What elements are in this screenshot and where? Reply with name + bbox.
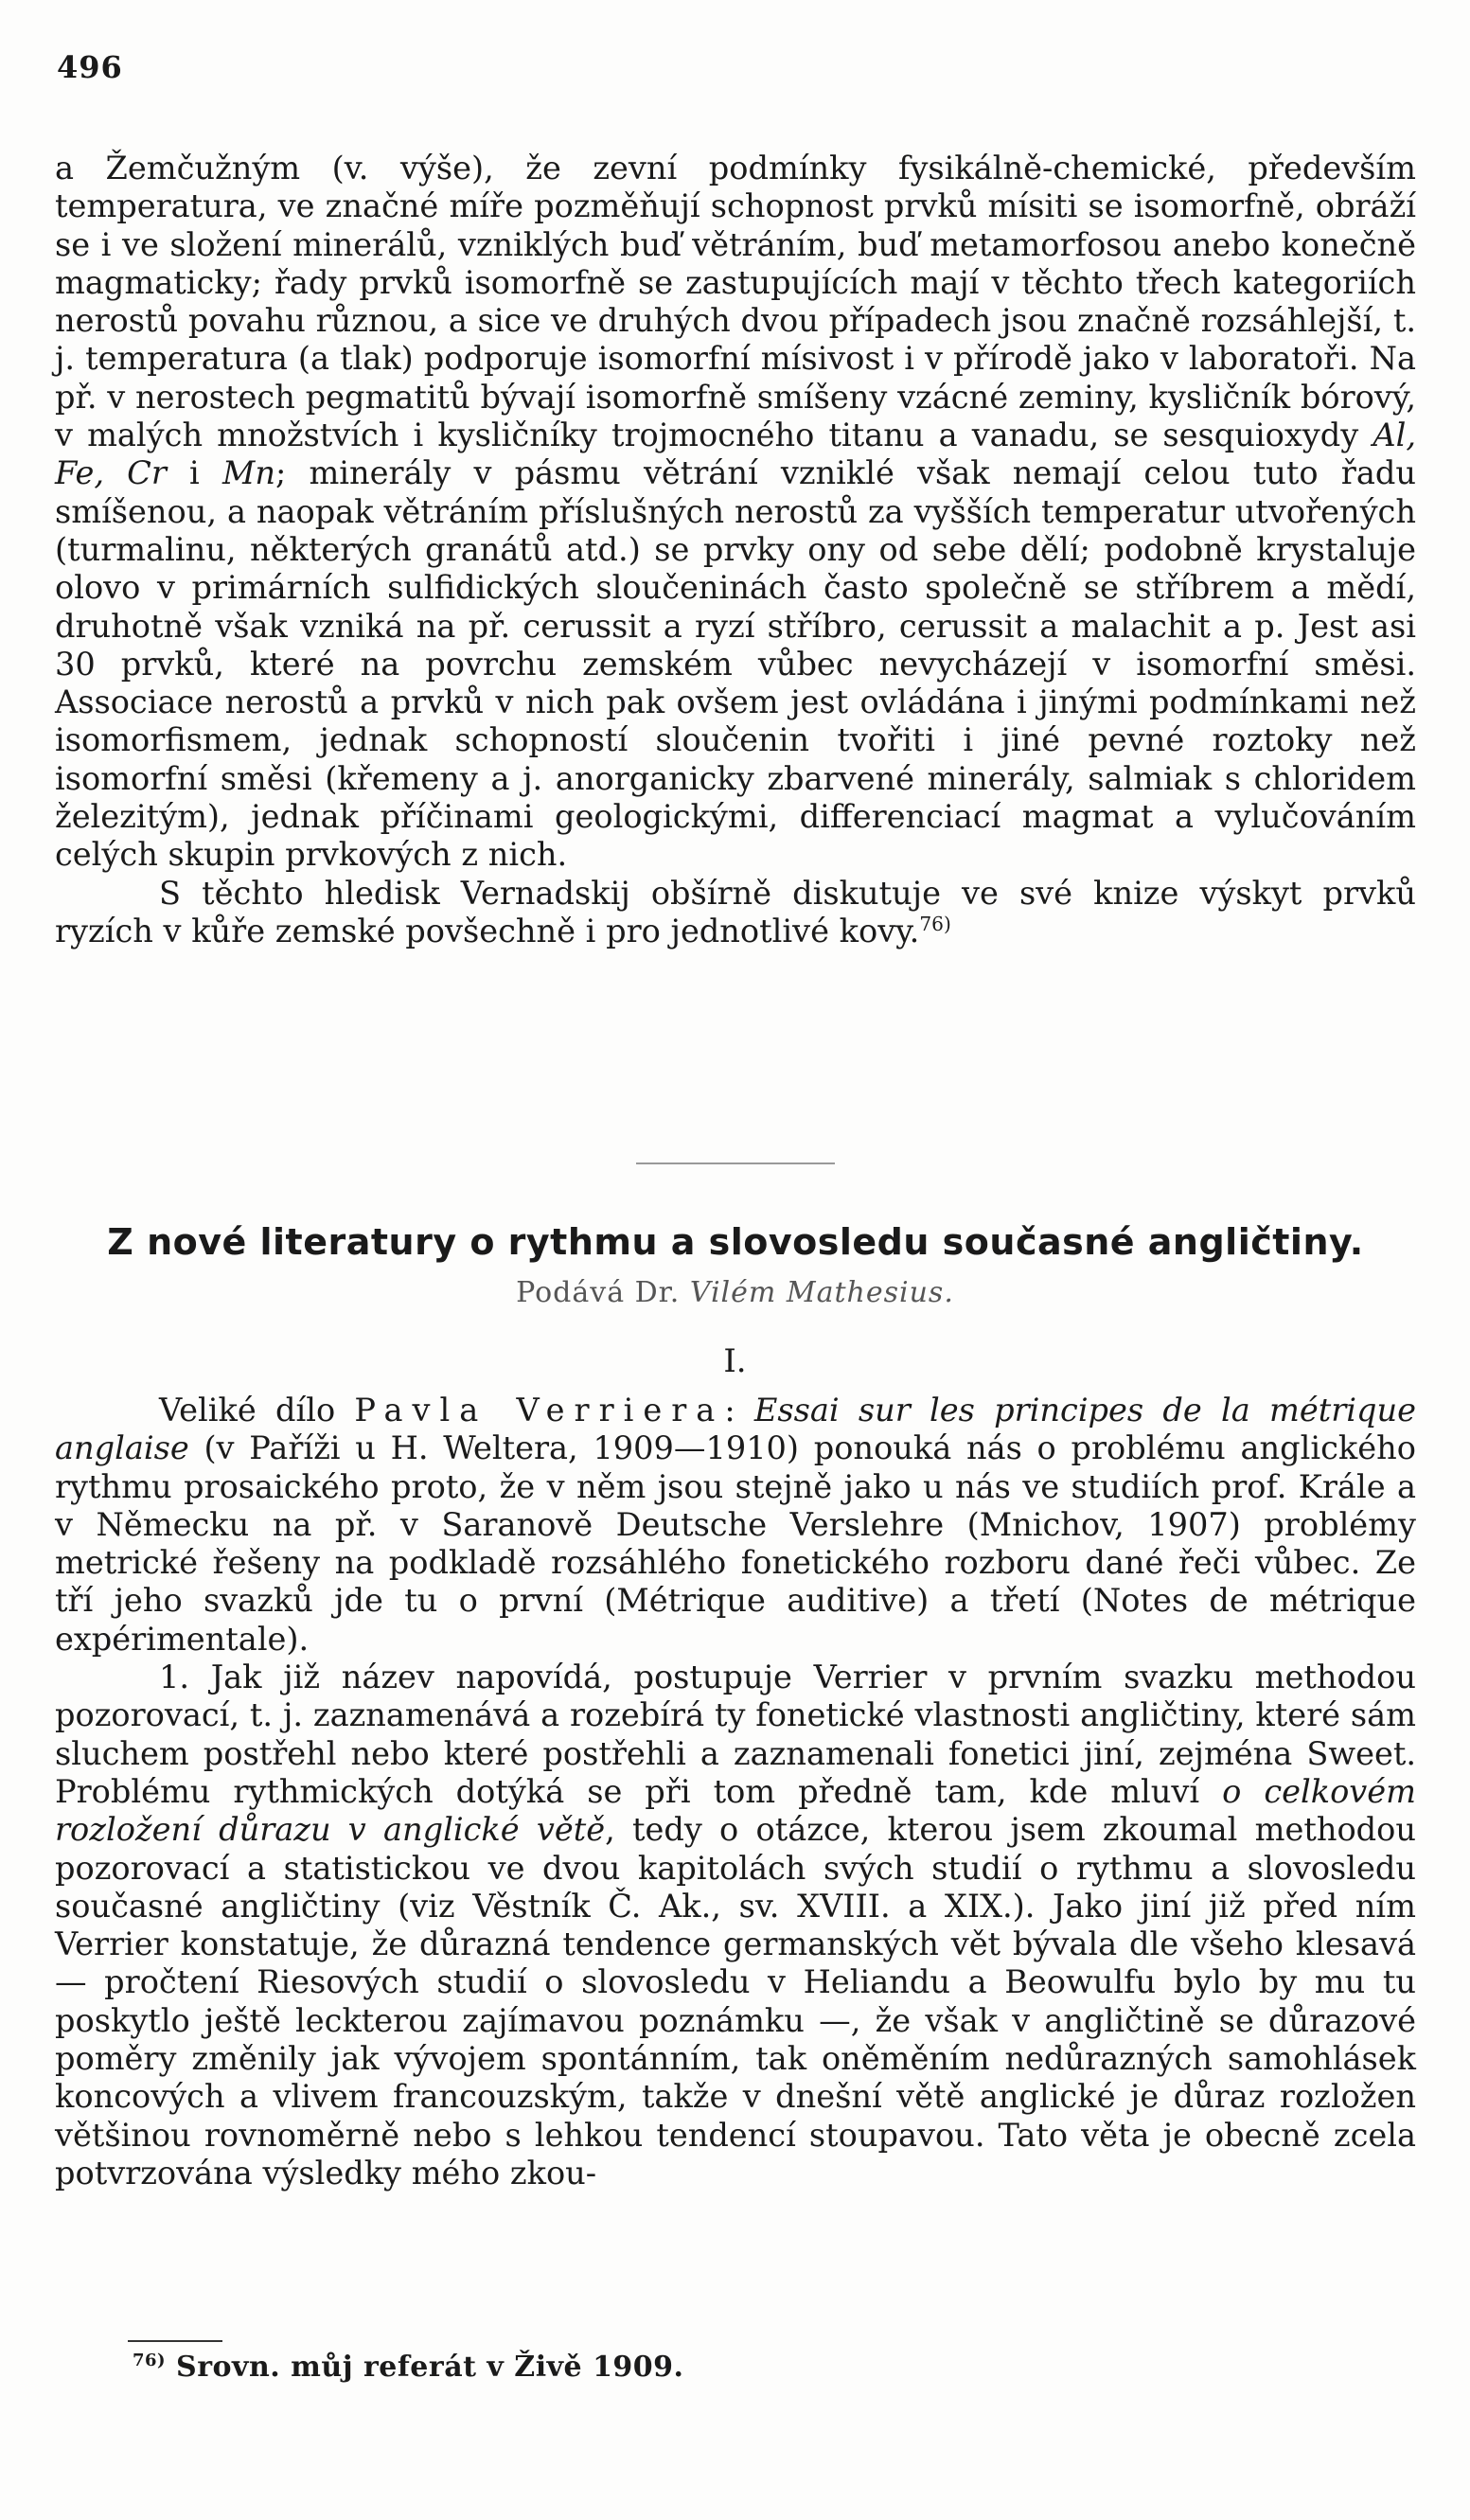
paragraph [55,1392,1416,1659]
italic-span: Mn [221,454,275,492]
article-text-block [55,1392,1416,2192]
text-span: 1. Jak již název napovídá, postupuje Verrier v prvním svazku methodou pozorovací, t. j. zaznamenává a rozebírá ty fonetické vlastnosti angličtiny, které sám sluchem postřehl nebo které postřehli a zaznamenali fonetici jiní, zejména Sweet. Problému rythmických dotýká se při tom předně tam, kde mluví [55,1659,1416,1810]
article-title: Z nové literatury o rythmu a slovosledu současné angličtiny. [107,1221,1364,1263]
text-span: S těchto hledisk Vernadskij obšírně diskutuje ve své knize výskyt prvků ryzích v kůře zemské povšechně i pro jednotlivé kovy. [55,874,1416,949]
paragraph [55,150,1416,875]
paragraph [55,1659,1416,2192]
footnote-marker: 76) [133,2351,167,2370]
text-span: a Žemčužným (v. výše), že zevní podmínky fysikálně-chemické, především temperatura, ve značné míře pozměňují schopnost prvků mísiti se isomorfně, obráží se i ve složení minerálů, vzniklých buď větráním, buď metamorfosou anebo konečně magmaticky; řady prvků isomorfně se zastupujících mají v těchto třech kategoriích nerostů povahu různou, a sice ve druhých dvou případech jsou značně rozsáhlejší, t. j. temperatura (a tlak) podporuje isomorfní mísivost i v přírodě jako v laboratoři. Na př. v nerostech pegmatitů bývají isomorfně smíšeny vzácné zeminy, kysličník bórový, v malých množstvích i kysličníky trojmocného titanu a vanadu, se sesquioxydy [55,150,1416,454]
paragraph [55,875,1416,951]
footnote-reference: 76) [919,912,951,935]
footnote-rule [128,2340,222,2342]
section-divider [636,1162,835,1164]
text-span: Veliké dílo [159,1392,355,1429]
byline [0,1276,1470,1309]
italic-span: Al, Fe, Cr [55,417,1416,492]
section-number: I. [723,1342,747,1380]
italic-span: o celkovém rozložení důrazu v anglické větě [55,1772,1416,1849]
continued-text-block [55,150,1416,950]
text-span: i [166,454,222,492]
author-name: Vilém Mathesius. [689,1276,954,1309]
text-span: , tedy o otázce, kterou jsem zkoumal methodou pozorovací a statistickou ve dvou kapitolách svých studií o rythmu a slovosledu současné angličtiny (viz Věstník Č. Ak., sv. XVIII. a XIX.). Jako jiní již před ním Verrier konstatuje, že důrazná tendence germanských vět bývala dle všeho klesavá — pročtení Riesových studií o slovosledu v Heliandu a Beowulfu bylo by mu tu poskytlo ještě leckterou zajímavou poznámku —, že však v angličtině se důrazové poměry změnily jak vývojem spontánním, tak oněměním nedůrazných samohlásek koncových a vlivem francouzským, takže v dnešní větě anglické je důraz rozložen většinou rovnoměrně nebo s lehkou tendencí stoupavou. Tato věta je obecně zcela potvrzována výsledky mého zkou- [55,1811,1417,2192]
text-span: ; minerály v pásmu větrání vzniklé však nemají celou tuto řadu smíšenou, a naopak větráním příslušných nerostů za vyšších temperatur utvořených (turmalinu, některých granátů atd.) se prvky ony od sebe dělí; podobně krystaluje olovo v primárních sulfidických sloučeninách často společně se stříbrem a mědí, druhotně však vzniká na př. cerussit a ryzí stříbro, cerussit a malachit a p. Jest asi 30 prvků, které na povrchu zemském vůbec nevycházejí v isomorfní směsi. Associace nerostů a prvků v nich pak ovšem jest ovládána i jinými podmínkami než isomorfismem, jednak schopností sloučenin tvořiti i jiné pevné roztoky než isomorfní směsi (křemeny a j. anorganicky zbarvené minerály, salmiak s chloridem železitým), jednak příčinami geologickými, differenciací magmat a vylučováním celých skupin prvkových z nich. [55,454,1416,874]
text-span: : [724,1392,754,1429]
footnote [133,2351,1363,2384]
page-number: 496 [57,49,123,85]
text-span: (v Paříži u H. Weltera, 1909—1910) ponouká nás o problému anglického rythmu prosaického proto, že v něm jsou stejně jako u nás ve studiích prof. Krále a v Německu na př. v Saranově Deutsche Verslehre (Mnichov, 1907) problémy metrické řešeny na podkladě rozsáhlého fonetického rozboru dané řeči vůbec. Ze tří jeho svazků jde tu o první (Métrique auditive) a třetí (Notes de métrique expérimentale). [55,1429,1416,1658]
italic-span: Essai sur les principes de la métrique anglaise [55,1392,1416,1467]
footnote-text: Srovn. můj referát v Živě 1909. [176,2351,684,2384]
byline-prefix: Podává Dr. [516,1276,681,1309]
spaced-name: Pavla Verriera [354,1392,725,1429]
